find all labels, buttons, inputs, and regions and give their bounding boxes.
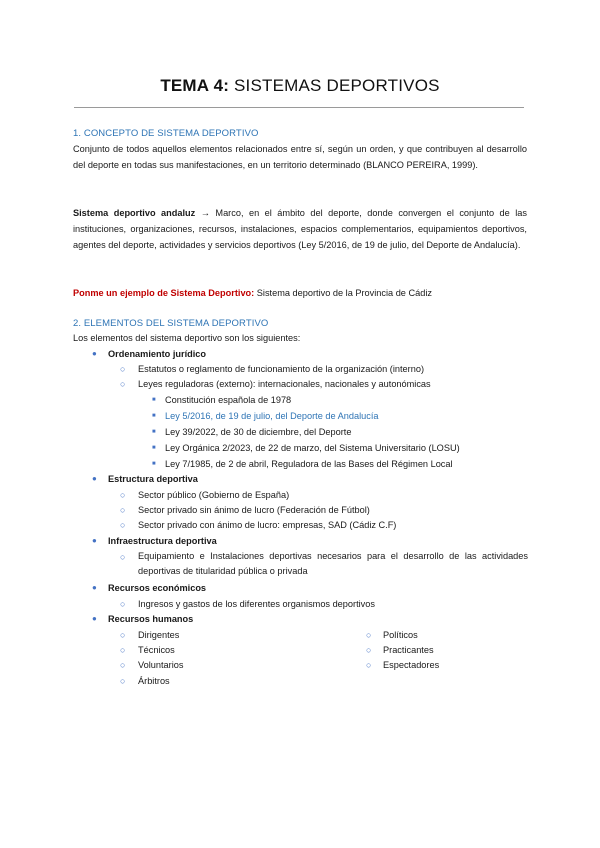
bullet-circle-icon: ○ <box>120 676 126 686</box>
section-1-heading: 1. CONCEPTO DE SISTEMA DEPORTIVO <box>73 128 259 139</box>
law-item: Ley Orgánica 2/2023, de 22 de marzo, del Sistema Universitario (LOSU) <box>165 443 460 453</box>
infraestructura-label: Infraestructura deportiva <box>108 536 217 546</box>
law-item: Constitución española de 1978 <box>165 395 292 405</box>
ordenamiento-sub-2: Leyes reguladoras (externo): internacionales, nacionales y autonómicas <box>138 379 431 389</box>
bullet-square-icon: ■ <box>152 413 156 419</box>
humanos-item: Técnicos <box>138 645 175 655</box>
bullet-circle-icon: ○ <box>120 645 126 655</box>
humanos-item: Voluntarios <box>138 660 184 670</box>
bullet-dot-icon: ● <box>92 614 97 623</box>
bullet-circle-icon: ○ <box>120 660 126 670</box>
bullet-circle-icon: ○ <box>366 645 372 655</box>
title-number: TEMA 4: <box>160 76 230 95</box>
andaluz-label: Sistema deportivo andaluz <box>73 208 196 218</box>
ordenamiento-label: Ordenamiento jurídico <box>108 349 207 359</box>
law-item: Ley 39/2022, de 30 de diciembre, del Deporte <box>165 427 352 437</box>
bullet-circle-icon: ○ <box>120 552 126 562</box>
humanos-label: Recursos humanos <box>108 614 194 624</box>
andaluz-paragraph <box>73 206 527 253</box>
example-label: Ponme un ejemplo de Sistema Deportivo: <box>73 288 255 298</box>
bullet-circle-icon: ○ <box>120 520 126 530</box>
bullet-square-icon: ■ <box>152 445 156 451</box>
law-item: Ley 7/1985, de 2 de abril, Reguladora de las Bases del Régimen Local <box>165 459 453 469</box>
example-text: Sistema deportivo de la Provincia de Cádiz <box>254 288 432 298</box>
estructura-label: Estructura deportiva <box>108 474 198 484</box>
humanos-item: Espectadores <box>383 660 440 670</box>
bullet-dot-icon: ● <box>92 583 97 592</box>
economicos-item: Ingresos y gastos de los diferentes organismos deportivos <box>138 599 375 609</box>
title-text: SISTEMAS DEPORTIVOS <box>229 76 440 95</box>
title-divider <box>74 107 524 108</box>
definition-paragraph: Conjunto de todos aquellos elementos relacionados entre sí, según un orden, y que contribuyen al desarrollo del deporte en todas sus manifestaciones, en un territorio determinado (BLANCO PEREIRA, 1999). <box>73 144 527 170</box>
bullet-square-icon: ■ <box>152 461 156 467</box>
estructura-item: Sector público (Gobierno de España) <box>138 490 290 500</box>
bullet-circle-icon: ○ <box>120 599 126 609</box>
infraestructura-item: Equipamiento e Instalaciones deportivas necesarios para el desarrollo de las actividades deportivas de titularidad pública o privada <box>138 551 528 576</box>
bullet-dot-icon: ● <box>92 536 97 545</box>
page-title <box>0 76 600 96</box>
arrow-glyph: → <box>195 208 216 218</box>
bullet-circle-icon: ○ <box>366 630 372 640</box>
estructura-item: Sector privado con ánimo de lucro: empresas, SAD (Cádiz C.F) <box>138 520 397 530</box>
bullet-circle-icon: ○ <box>120 364 126 374</box>
section-2-intro: Los elementos del sistema deportivo son los siguientes: <box>73 333 301 343</box>
example-line <box>73 286 432 300</box>
estructura-item: Sector privado sin ánimo de lucro (Federación de Fútbol) <box>138 505 370 515</box>
humanos-item: Practicantes <box>383 645 434 655</box>
bullet-circle-icon: ○ <box>120 490 126 500</box>
bullet-circle-icon: ○ <box>120 505 126 515</box>
bullet-dot-icon: ● <box>92 349 97 358</box>
ordenamiento-sub-1: Estatutos o reglamento de funcionamiento de la organización (interno) <box>138 364 425 374</box>
bullet-circle-icon: ○ <box>366 660 372 670</box>
law-item-highlighted: Ley 5/2016, de 19 de julio, del Deporte de Andalucía <box>165 411 379 421</box>
humanos-item: Políticos <box>383 630 418 640</box>
bullet-square-icon: ■ <box>152 397 156 403</box>
andaluz-text: Marco, en el ámbito del deporte, donde convergen el conjunto de las instituciones, organizaciones, recursos, instalaciones, espacios complementarios, equipamientos deportivos, agentes del deporte, actividades y servicios deportivos (Ley 5/2016, de 19 de julio, del Deporte de Andalucía). <box>73 208 527 250</box>
humanos-item: Dirigentes <box>138 630 180 640</box>
bullet-circle-icon: ○ <box>120 379 126 389</box>
section-2-heading: 2. ELEMENTOS DEL SISTEMA DEPORTIVO <box>73 318 269 329</box>
bullet-circle-icon: ○ <box>120 630 126 640</box>
economicos-label: Recursos económicos <box>108 583 207 593</box>
bullet-dot-icon: ● <box>92 474 97 483</box>
bullet-square-icon: ■ <box>152 429 156 435</box>
humanos-item: Árbitros <box>138 676 170 686</box>
